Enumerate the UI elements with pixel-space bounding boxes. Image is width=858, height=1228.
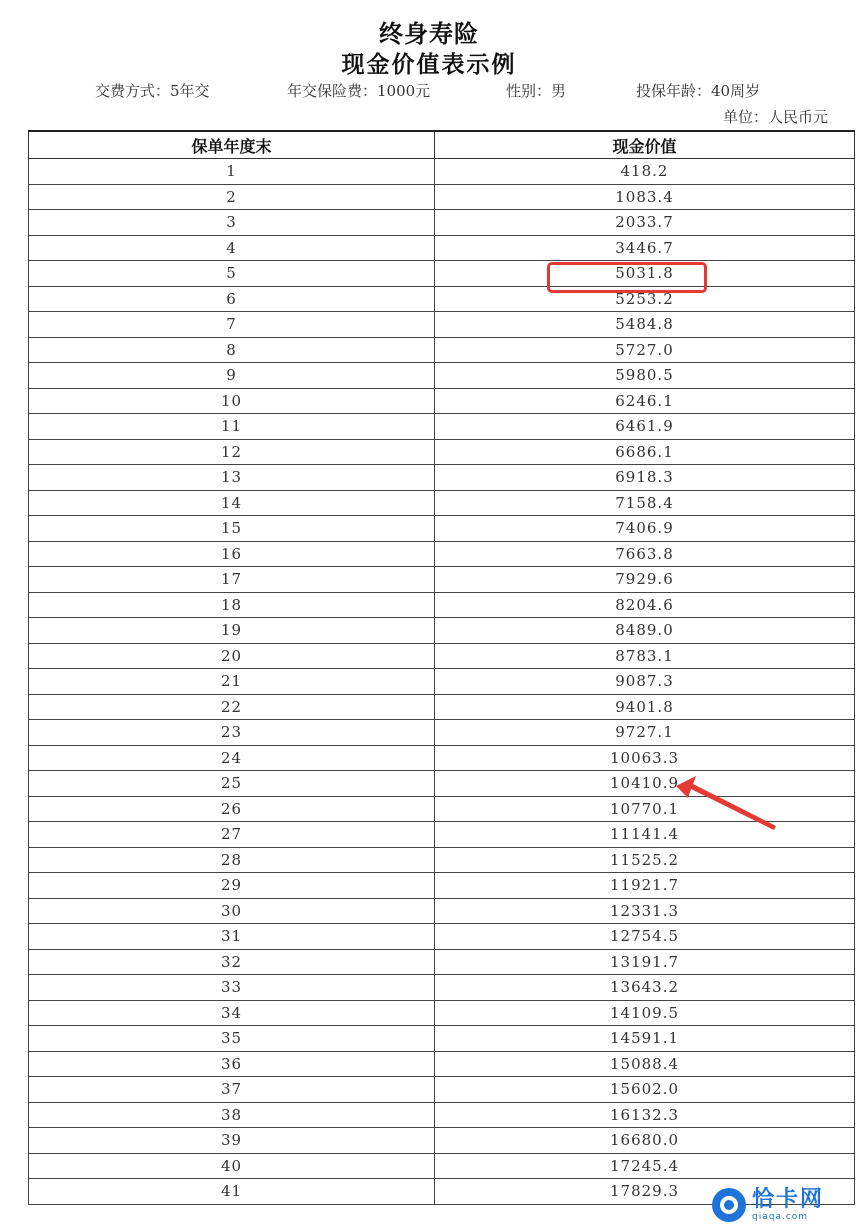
table-row bbox=[29, 592, 855, 618]
policy-year-cell: 16 bbox=[29, 541, 435, 567]
table-row bbox=[29, 337, 855, 363]
policy-year-cell: 4 bbox=[29, 235, 435, 261]
cash-value-cell: 14591.1 bbox=[435, 1026, 855, 1052]
policy-year-cell: 18 bbox=[29, 592, 435, 618]
payment-mode: 交费方式：5年交 bbox=[95, 82, 210, 100]
table-row bbox=[29, 414, 855, 440]
table-row bbox=[29, 184, 855, 210]
policy-year-cell: 14 bbox=[29, 490, 435, 516]
cash-value-cell: 6461.9 bbox=[435, 414, 855, 440]
policy-year-cell: 20 bbox=[29, 643, 435, 669]
table-row bbox=[29, 873, 855, 899]
cash-value-cell: 8489.0 bbox=[435, 618, 855, 644]
table-row bbox=[29, 1153, 855, 1179]
policy-year-cell: 29 bbox=[29, 873, 435, 899]
policy-year-cell: 32 bbox=[29, 949, 435, 975]
watermark-logo-icon bbox=[712, 1188, 746, 1222]
cash-value-cell: 3446.7 bbox=[435, 235, 855, 261]
table-row bbox=[29, 745, 855, 771]
cash-value-cell: 10063.3 bbox=[435, 745, 855, 771]
annual-premium: 年交保险费：1000元 bbox=[287, 82, 431, 100]
header-policy-year: 保单年度末 bbox=[29, 131, 435, 159]
policy-year-cell: 22 bbox=[29, 694, 435, 720]
cash-value-cell: 11921.7 bbox=[435, 873, 855, 899]
table-row bbox=[29, 490, 855, 516]
policy-year-cell: 35 bbox=[29, 1026, 435, 1052]
table-row bbox=[29, 975, 855, 1001]
cash-value-cell: 9087.3 bbox=[435, 669, 855, 695]
currency-unit: 单位：人民币元 bbox=[722, 108, 828, 126]
policy-year-cell: 26 bbox=[29, 796, 435, 822]
policy-year-cell: 27 bbox=[29, 822, 435, 848]
table-row bbox=[29, 1026, 855, 1052]
table-row bbox=[29, 312, 855, 338]
cash-value-cell: 10770.1 bbox=[435, 796, 855, 822]
table-row bbox=[29, 567, 855, 593]
policy-year-cell: 36 bbox=[29, 1051, 435, 1077]
table-row bbox=[29, 516, 855, 542]
cash-value-cell: 5484.8 bbox=[435, 312, 855, 338]
cash-value-cell: 6686.1 bbox=[435, 439, 855, 465]
table-row bbox=[29, 363, 855, 389]
policy-year-cell: 28 bbox=[29, 847, 435, 873]
header-cash-value: 现金价值 bbox=[435, 131, 855, 159]
cash-value-cell: 5980.5 bbox=[435, 363, 855, 389]
table-row bbox=[29, 439, 855, 465]
cash-value-table bbox=[28, 130, 855, 1205]
cash-value-cell: 17245.4 bbox=[435, 1153, 855, 1179]
policy-year-cell: 9 bbox=[29, 363, 435, 389]
cash-value-cell: 16132.3 bbox=[435, 1102, 855, 1128]
cash-value-cell: 16680.0 bbox=[435, 1128, 855, 1154]
table-row bbox=[29, 1077, 855, 1103]
cash-value-cell: 5727.0 bbox=[435, 337, 855, 363]
highlight-box-year-5 bbox=[547, 262, 707, 293]
cash-value-cell: 5253.2 bbox=[435, 286, 855, 312]
table-row bbox=[29, 618, 855, 644]
policy-year-cell: 17 bbox=[29, 567, 435, 593]
policy-year-cell: 12 bbox=[29, 439, 435, 465]
policy-year-cell: 8 bbox=[29, 337, 435, 363]
table-row bbox=[29, 235, 855, 261]
cash-value-cell: 6246.1 bbox=[435, 388, 855, 414]
insured-age: 投保年龄：40周岁 bbox=[636, 82, 761, 100]
table-row bbox=[29, 949, 855, 975]
policy-year-cell: 23 bbox=[29, 720, 435, 746]
cash-value-cell: 9401.8 bbox=[435, 694, 855, 720]
policy-year-cell: 37 bbox=[29, 1077, 435, 1103]
cash-value-cell: 11525.2 bbox=[435, 847, 855, 873]
cash-value-cell: 7406.9 bbox=[435, 516, 855, 542]
cash-value-cell: 5031.8 bbox=[435, 261, 855, 287]
policy-year-cell: 10 bbox=[29, 388, 435, 414]
table-row bbox=[29, 261, 855, 287]
policy-year-cell: 11 bbox=[29, 414, 435, 440]
cash-value-cell: 15602.0 bbox=[435, 1077, 855, 1103]
table-body bbox=[29, 159, 855, 1205]
red-arrow-icon bbox=[676, 776, 786, 836]
table-row bbox=[29, 1051, 855, 1077]
policy-year-cell: 31 bbox=[29, 924, 435, 950]
policy-year-cell: 21 bbox=[29, 669, 435, 695]
cash-value-cell: 13643.2 bbox=[435, 975, 855, 1001]
cash-value-cell: 15088.4 bbox=[435, 1051, 855, 1077]
product-title: 终身寿险 bbox=[379, 20, 479, 48]
policy-year-cell: 15 bbox=[29, 516, 435, 542]
cash-value-cell: 10410.9 bbox=[435, 771, 855, 797]
cash-value-cell: 17829.3 bbox=[435, 1179, 855, 1205]
policy-year-cell: 3 bbox=[29, 210, 435, 236]
policy-year-cell: 38 bbox=[29, 1102, 435, 1128]
policy-year-cell: 13 bbox=[29, 465, 435, 491]
cash-value-cell: 1083.4 bbox=[435, 184, 855, 210]
table-row bbox=[29, 847, 855, 873]
table-row bbox=[29, 541, 855, 567]
cash-value-cell: 9727.1 bbox=[435, 720, 855, 746]
policy-year-cell: 19 bbox=[29, 618, 435, 644]
table-row bbox=[29, 924, 855, 950]
policy-year-cell: 6 bbox=[29, 286, 435, 312]
cash-value-cell: 14109.5 bbox=[435, 1000, 855, 1026]
cash-value-cell: 11141.4 bbox=[435, 822, 855, 848]
policy-year-cell: 24 bbox=[29, 745, 435, 771]
gender: 性别：男 bbox=[506, 82, 567, 100]
cash-value-cell: 12754.5 bbox=[435, 924, 855, 950]
table-subtitle: 现金价值表示例 bbox=[341, 52, 517, 78]
table-row bbox=[29, 1128, 855, 1154]
watermark bbox=[712, 1188, 824, 1222]
table-row bbox=[29, 286, 855, 312]
table-row bbox=[29, 694, 855, 720]
cash-value-cell: 8783.1 bbox=[435, 643, 855, 669]
table-row bbox=[29, 720, 855, 746]
policy-year-cell: 34 bbox=[29, 1000, 435, 1026]
policy-year-cell: 40 bbox=[29, 1153, 435, 1179]
cash-value-cell: 7663.8 bbox=[435, 541, 855, 567]
cash-value-cell: 7929.6 bbox=[435, 567, 855, 593]
cash-value-cell: 8204.6 bbox=[435, 592, 855, 618]
cash-value-cell: 2033.7 bbox=[435, 210, 855, 236]
table-row bbox=[29, 898, 855, 924]
policy-year-cell: 25 bbox=[29, 771, 435, 797]
policy-year-cell: 41 bbox=[29, 1179, 435, 1205]
policy-year-cell: 5 bbox=[29, 261, 435, 287]
table-row bbox=[29, 1102, 855, 1128]
cash-value-cell: 7158.4 bbox=[435, 490, 855, 516]
policy-year-cell: 33 bbox=[29, 975, 435, 1001]
table-row bbox=[29, 388, 855, 414]
policy-year-cell: 1 bbox=[29, 159, 435, 185]
policy-year-cell: 2 bbox=[29, 184, 435, 210]
table-row bbox=[29, 643, 855, 669]
cash-value-cell: 6918.3 bbox=[435, 465, 855, 491]
policy-year-cell: 39 bbox=[29, 1128, 435, 1154]
watermark-text: 恰卡网 bbox=[752, 1186, 825, 1212]
cash-value-cell: 418.2 bbox=[435, 159, 855, 185]
cash-value-cell: 13191.7 bbox=[435, 949, 855, 975]
policy-year-cell: 7 bbox=[29, 312, 435, 338]
table-row bbox=[29, 159, 855, 185]
table-row bbox=[29, 210, 855, 236]
cash-value-cell: 12331.3 bbox=[435, 898, 855, 924]
table-row bbox=[29, 669, 855, 695]
watermark-domain: qiaqa.com bbox=[752, 1211, 809, 1222]
table-row bbox=[29, 465, 855, 491]
table-header-row bbox=[29, 131, 855, 159]
table-row bbox=[29, 1000, 855, 1026]
policy-year-cell: 30 bbox=[29, 898, 435, 924]
